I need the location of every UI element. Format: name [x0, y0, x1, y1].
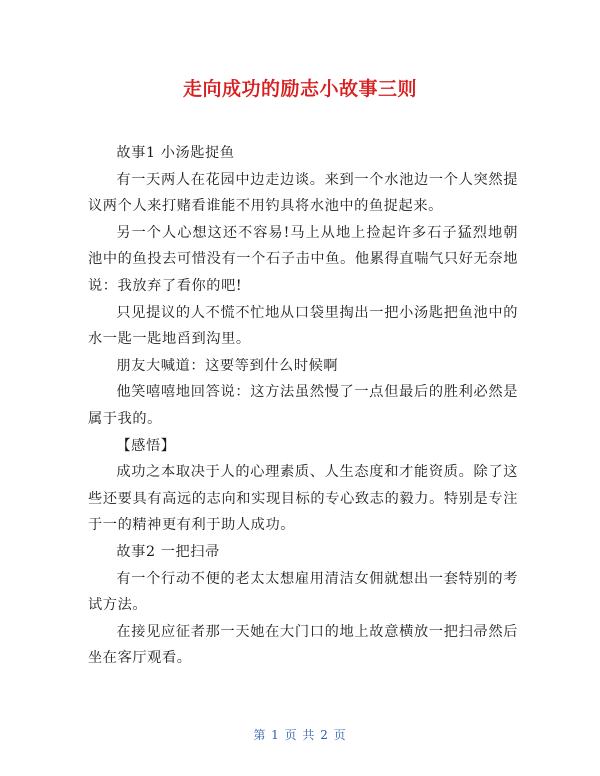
story-1-heading: 故事1 小汤匙捉鱼 — [116, 145, 235, 161]
paragraph: 有一个行动不便的老太太想雇用清洁女佣就想出一套特别的考试方法。 — [88, 570, 518, 614]
story-2-heading: 故事2 一把扫帚 — [116, 543, 220, 560]
paragraph: 在接见应征者那一天她在大门口的地上故意横放一把扫帚然后坐在客厅观看。 — [88, 623, 518, 667]
insight-heading: 【感悟】 — [116, 437, 176, 454]
page-number-footer: 第 1 页 共 2 页 — [253, 728, 347, 742]
paragraph: 他笑嘻嘻地回答说：这方法虽然慢了一点但最后的胜利必然是属于我的。 — [88, 384, 518, 427]
paragraph: 只见提议的人不慌不忙地从口袋里掏出一把小汤匙把鱼池中的水一匙一匙地舀到沟里。 — [88, 304, 518, 348]
paragraph: 有一天两人在花园中边走边谈。来到一个水池边一个人突然提议两个人来打赌看谁能不用钓具将水池中的鱼捉起来。 — [88, 171, 518, 215]
paragraph: 朋友大喊道：这要等到什么时候啊 — [116, 357, 339, 374]
document-title: 走向成功的励志小故事三则 — [182, 78, 417, 100]
paragraph: 另一个人心想这还不容易!马上从地上捡起许多石子猛烈地朝池中的鱼投去可惜没有一个石子击中鱼。他累得直喘气只好无奈地说：我放弃了看你的吧! — [88, 224, 518, 294]
document-body — [88, 140, 518, 672]
paragraph: 成功之本取决于人的心理素质、人生态度和才能资质。除了这些还要具有高远的志向和实现目标的专心致志的毅力。特别是专注于一的精神更有利于助人成功。 — [88, 464, 518, 534]
